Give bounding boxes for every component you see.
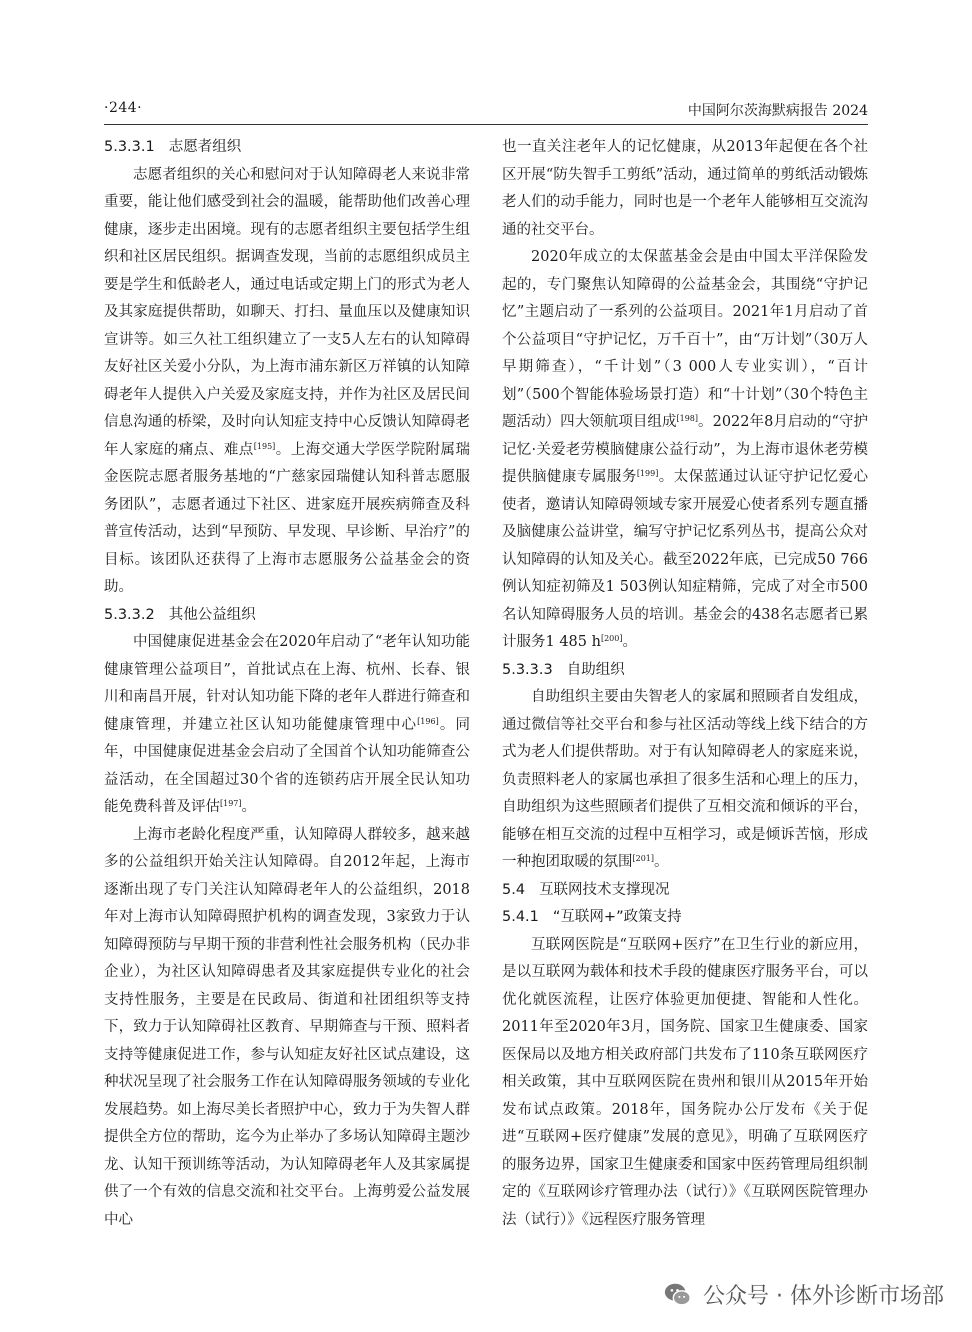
section-heading-5-3-3-1: 5.3.3.1 志愿者组织 [104, 139, 242, 155]
paragraph-continued: 也一直关注老年人的记忆健康，从2013年起便在各个社区开展“防失智手工剪纸”活动，通过简单的剪纸活动锻炼老人们的动手能力，同时也是一个老年人能够相互交流沟通的社交平台。 [502, 139, 868, 238]
paragraph: 志愿者组织的关心和慰问对于认知障碍老人来说非常重要，能让他们感受到社会的温暖，能帮助他们改善心理健康，逐步走出困境。现有的志愿者组织主要包括学生组织和社区居民组织。据调查发现，当前的志愿组织成员主要是学生和低龄老人，通过电话或定期上门的形式为老人及其家庭提供帮助，如聊天、打扫、量血压以及健康知识宣讲等。如三久社工组织建立了一支5人左右的认知障碍友好社区关爱小分队，为上海市浦东新区万祥镇的认知障碍老年人提供入户关爱及家庭支持，并作为社区及居民间信息沟通的桥梁，及时向认知症支持中心反馈认知障碍老年人家庭的痛点、难点[195]。上海交通大学医学院附属瑞金医院志愿者服务基地的“广慈家园瑞健认知科普志愿服务团队”，志愿者通过下社区、进家庭开展疾病筛查及科普宣传活动，达到“早预防、早发现、早诊断、早治疗”的目标。该团队还获得了上海市志愿服务公益基金会的资助。 [104, 166, 471, 595]
paragraph: 互联网医院是“互联网+医疗”在卫生行业的新应用，是以互联网为载体和技术手段的健康医疗服务平台，可以优化就医流程，让医疗体验更加便捷、智能和人性化。2011年至2020年3月，国务院、国家卫生健康委、国家医保局以及地方相关政府部门共发布了110条互联网医疗相关政策，其中互联网医院在贵州和银川从2015年开始发布试点政策。2018年，国务院办公厅发布《关于促进“互联网+医疗健康”发展的意见》，明确了互联网医疗的服务边界，国家卫生健康委和国家中医药管理局组织制定的《互联网诊疗管理办法（试行）》《互联网医院管理办法（试行）》《远程医疗服务管理 [502, 936, 868, 1228]
section-heading-5-3-3-3: 5.3.3.3 自助组织 [502, 661, 625, 678]
citation-ref: [196] [417, 716, 439, 726]
paragraph: 自助组织主要由失智老人的家属和照顾者自发组成，通过微信等社交平台和参与社区活动等线上线下结合的方式为老人们提供帮助。对于有认知障碍老人的家庭来说，负责照料老人的家属也承担了很多生活和心理上的压力，自助组织为这些照顾者们提供了互相交流和倾诉的平台，能够在相互交流的过程中互相学习，或是倾诉苦恼，形成一种抱团取暖的氛围[201]。 [502, 689, 868, 870]
watermark-text: 公众号 · 体外诊断市场部 [703, 1284, 944, 1309]
citation-ref: [200] [600, 634, 623, 643]
section-heading-5-4: 5.4 互联网技术支撑现况 [502, 881, 670, 898]
watermark [663, 1279, 944, 1310]
paragraph: 中国健康促进基金会在2020年启动了“老年认知功能健康管理公益项目”，首批试点在上海、杭州、长春、银川和南昌开展，针对认知功能下降的老年人群进行筛查和健康管理，并建立社区认知功能健康管理中心[196]。同年，中国健康促进基金会启动了全国首个认知功能筛查公益活动，在全国超过30个省的连锁药店开展全民认知功能免费科普及评估[197]。 [104, 634, 471, 815]
citation-ref: [201] [632, 854, 655, 863]
citation-ref: [198] [676, 414, 699, 423]
section-heading-5-3-3-2: 5.3.3.2 其他公益组织 [104, 606, 256, 623]
citation-ref: [197] [220, 799, 242, 808]
running-header: 中国阿尔茨海默病报告 2024 [687, 103, 868, 119]
paragraph: 上海市老龄化程度严重，认知障碍人群较多，越来越多的公益组织开始关注认知障碍。自2012年起，上海市逐渐出现了专门关注认知障碍老年人的公益组织，2018年对上海市认知障碍照护机构的调查发现，3家致力于认知障碍预防与早期干预的非营利性社会服务机构（民办非企业），为社区认知障碍患者及其家庭提供专业化的社会支持性服务，主要是在民政局、街道和社团组织等支持下，致力于认知障碍社区教育、早期筛查与干预、照料者支持等健康促进工作，参与认知症友好社区试点建设，这种状况呈现了社会服务工作在认知障碍服务领域的专业化发展趋势。如上海尽美长者照护中心，致力于为失智人群提供全方位的帮助，迄今为止举办了多场认知障碍主题沙龙、认知干预训练等活动，为认知障碍老年人及其家属提供了一个有效的信息交流和社交平台。上海剪爱公益发展中心 [104, 826, 470, 1228]
citation-ref: [195] [253, 441, 276, 451]
header-rule [104, 124, 868, 125]
right-column [502, 134, 868, 1234]
wechat-logo-icon [663, 1280, 693, 1310]
left-column [104, 134, 470, 1234]
section-heading-5-4-1: 5.4.1 “互联网+”政策支持 [502, 909, 682, 925]
citation-ref: [199] [636, 469, 659, 478]
page-number: ·244· [104, 100, 143, 116]
paragraph: 2020年成立的太保蓝基金会是由中国太平洋保险发起的，专门聚焦认知障碍的公益基金会，其围绕“守护记忆”主题启动了一系列的公益项目。2021年1月启动了首个公益项目“守护记忆，万千百十”，由“万计划”（30万人早期筛查），“千计划”（3 000人专业实训），“百计划”（500个智能体验场景打造）和“十计划”（30个特色主题活动）四大领航项目组成[198]。2022年8月启动的“守护记忆·关爱老劳模脑健康公益行动”，为上海市退休老劳模提供脑健康专属服务[199]。太保蓝通过认证守护记忆爱心使者，邀请认知障碍领域专家开展爱心使者系列专题直播及脑健康公益讲堂，编写守护记忆系列丛书，提高公众对认知障碍的认知及关心。截至2022年底，已完成50 766例认知症初筛及1 503例认知症精筛，完成了对全市500名认知障碍服务人员的培训。基金会的438名志愿者已累计服务1 485 h[200]。 [502, 249, 869, 650]
